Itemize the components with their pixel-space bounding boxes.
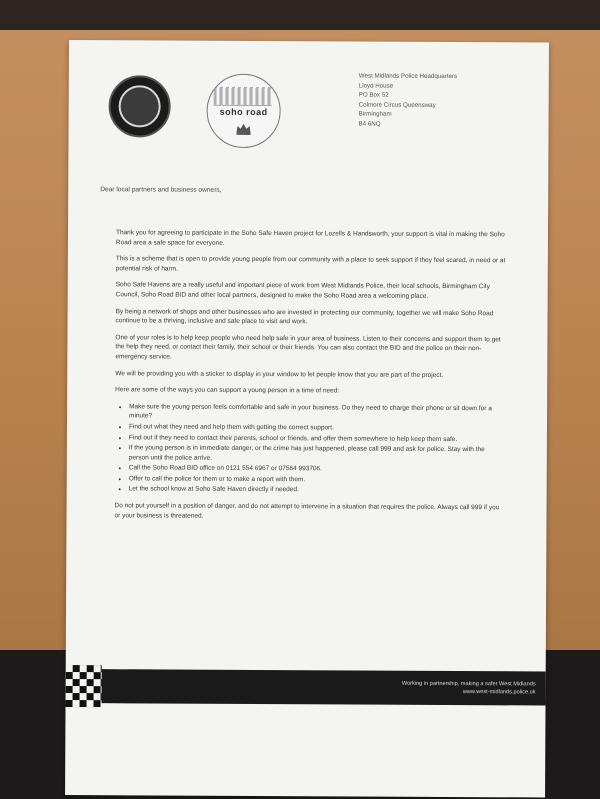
list-item: • Make sure the young person feels comfortable and safe in your business. Do they need to charge their phone or sit down for a minute? xyxy=(129,402,505,423)
footer-bar xyxy=(102,669,546,705)
soho-road-wordmark: soho road xyxy=(219,106,268,118)
crown-icon xyxy=(236,123,252,135)
list-item: • Find out what they need and help them with getting the correct support. xyxy=(129,422,505,434)
address-line: Colmore Circus Queensway xyxy=(358,101,436,109)
address-line: West Midlands Police Headquarters xyxy=(358,72,458,81)
checker-pattern xyxy=(66,665,102,707)
closing-paragraph: Do not put yourself in a position of danger, and do not attempt to intervene in a situation that requires the police. Always call 999 if you or your business is threatened. xyxy=(114,502,500,520)
sender-address xyxy=(359,72,519,130)
list-item: • If the young person is in immediate danger, or the crime has just happened, please call 999 and ask for police. Stay with the person until the police arrive. xyxy=(129,443,505,464)
address-line: B4 6NQ xyxy=(358,120,381,128)
paragraph: Soho Safe Havens are a really useful and important piece of work from West Midlands Police, their local schools, Birmingham City Council, Soho Road BID and other local partners, designed to make the Soho Road area a welcoming place. xyxy=(115,281,490,300)
paragraph: Thank you for agreeing to participate in the Soho Safe Haven project for Lozells & Handsworth, your support is vital in making the Soho Road area a safe space for everyone. xyxy=(115,229,505,247)
footer-website: www.west-midlands.police.uk xyxy=(462,689,536,696)
paragraph: Here are some of the ways you can support a young person in a time of need: xyxy=(115,386,340,395)
skyline-graphic xyxy=(214,87,272,106)
paragraph: This is a scheme that is open to provide young people from our community with a place to seek support if they feel scared, in need or at potential risk of harm. xyxy=(115,255,506,273)
background-top xyxy=(0,0,600,30)
police-crest-logo xyxy=(108,75,170,137)
letter-page xyxy=(65,40,549,798)
list-item: • Let the school know at Soho Safe Haven directly if needed. xyxy=(129,485,505,497)
footer-slogan: Working in partnership, making a safer West Midlands xyxy=(401,680,536,688)
support-list xyxy=(115,402,505,496)
address-line: Lloyd House xyxy=(358,82,394,90)
footer-band xyxy=(66,665,546,710)
list-item: • Offer to call the police for them or to make a report with them. xyxy=(129,474,505,486)
list-item: • Find out if they need to contact their parents, school or friends, and offer them somewhere to help keep them safe. xyxy=(129,433,505,445)
footer-text xyxy=(402,680,536,697)
address-line: PO Box 52 xyxy=(358,91,389,99)
crest-emblem xyxy=(119,85,161,127)
paragraph: By being a network of shops and other businesses who are invested in protecting our community, together we will make Soho Road continue to be a thriving, inclusive and safe place to visit and work. xyxy=(115,307,494,326)
salutation: Dear local partners and business owners, xyxy=(100,186,222,194)
list-item: • Call the Soho Road BID office on 0121 554 6967 or 07564 993706. xyxy=(129,464,505,476)
paragraph: One of your roles is to help keep people who need help safe in your area of business. Listen to their concerns and support them to get the help they need, or contact their family, their school or their friends. You can also contact the BID and the police on their non-emergency service. xyxy=(115,333,501,361)
address-line: Birmingham xyxy=(358,110,392,118)
letter-body xyxy=(114,228,506,529)
paragraph: We will be providing you with a sticker to display in your window to let people know that you are part of the project. xyxy=(115,369,444,379)
soho-road-logo xyxy=(206,74,280,148)
